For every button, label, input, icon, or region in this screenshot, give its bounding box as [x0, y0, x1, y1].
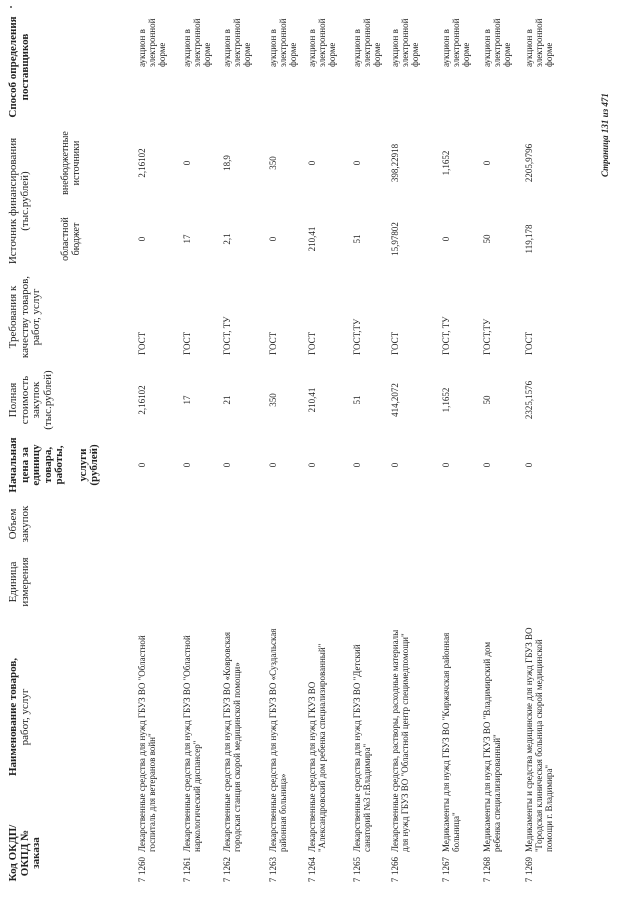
cell-method: аукцион в электронной форме — [307, 18, 337, 67]
cell-code: 7 — [390, 877, 400, 883]
cell-reg: 0 — [137, 236, 147, 242]
cell-price: 0 — [182, 462, 192, 468]
cell-method: аукцион в электронной форме — [524, 18, 554, 67]
cell-req: ГОСТ — [182, 331, 192, 355]
cell-method: аукцион в электронной форме — [182, 18, 212, 67]
cell-req: ГОСТ, ТУ — [441, 316, 451, 355]
cell-num: 1268 — [482, 857, 492, 875]
cell-name: Лекарственные средства для нужд ГБУЗ ВО "Областной наркологический диспансер" — [182, 635, 202, 852]
cell-reg: 17 — [182, 234, 192, 244]
header-funding-regional: областной бюджет — [60, 217, 82, 261]
cell-reg: 210,41 — [307, 226, 317, 252]
cell-price: 0 — [441, 462, 451, 468]
cell-price: 0 — [222, 462, 232, 468]
cell-code: 7 — [137, 877, 147, 883]
cell-method: аукцион в электронной форме — [441, 18, 471, 67]
cell-reg: 0 — [441, 236, 451, 242]
cell-ext: 0 — [182, 160, 192, 166]
header-method: Способ определения поставщиков — [7, 16, 31, 118]
cell-name: Лекарственные средства для нужд ГБУЗ ВО «Суздальская районная больница» — [268, 628, 288, 852]
cell-price: 0 — [390, 462, 400, 468]
cell-total: 1,1652 — [441, 387, 451, 413]
cell-num: 1264 — [307, 857, 317, 875]
cell-req: ГОСТ,ТУ — [482, 318, 492, 355]
cell-name: Лекарственные средства для нужд ГБУЗ ВО "Областной госпиталь для ветеранов войн" — [137, 635, 157, 852]
cell-num: 1262 — [222, 857, 232, 875]
cell-name: Лекарственные средства для нужд ГБУЗ ВО "Детский санаторий №3 г.Владимира" — [352, 644, 372, 852]
cell-total: 2325,1576 — [524, 380, 534, 420]
header-funding-extrabudgetary: внебюджетные источники — [60, 131, 82, 195]
cell-code: 7 — [268, 877, 278, 883]
page-counter: Страница 131 из 471 — [600, 93, 610, 177]
cell-num: 1266 — [390, 857, 400, 875]
cell-req: ГОСТ — [307, 331, 317, 355]
cell-name: Лекарственные средства, растворы, расходные материалы для нужд ГБУЗ ВО "Областной центр специмедпомощи" — [390, 629, 410, 852]
cell-name: Медикаменты для нужд ГБУЗ ВО "Киржачская районная больница" — [441, 632, 461, 852]
cell-ext: 0 — [352, 160, 362, 166]
cell-name: Медикаменты для нужд ГКУЗ ВО "Владимирский дом ребенка специализированный" — [482, 641, 502, 852]
cell-ext: 1,1652 — [441, 150, 451, 176]
cell-req: ГОСТ, ТУ — [222, 316, 232, 355]
cell-name: Лекарственные средства для нужд ГБУЗ ВО «Ковровская городская станция скорой медицинской помощи» — [222, 632, 242, 852]
cell-reg: 50 — [482, 234, 492, 244]
cell-total: 2,16102 — [137, 385, 147, 415]
cell-price: 0 — [307, 462, 317, 468]
cell-ext: 350 — [268, 156, 278, 170]
cell-total: 51 — [352, 395, 362, 405]
header-requirements: Требования к качеству товаров, работ, услуг — [7, 275, 42, 359]
cell-req: ГОСТ — [137, 331, 147, 355]
cell-ext: 398,22918 — [390, 143, 400, 183]
cell-price: 0 — [482, 462, 492, 468]
cell-ext: 18,9 — [222, 155, 232, 171]
cell-ext: 2,16102 — [137, 148, 147, 178]
header-unit: Единица измерения — [7, 557, 31, 607]
cell-code: 7 — [182, 877, 192, 883]
header-code: Код ОКДП/ ОКПД № заказа — [7, 824, 42, 882]
cell-ext: 0 — [482, 160, 492, 166]
cell-num: 1261 — [182, 857, 192, 875]
cell-method: аукцион в электронной форме — [482, 18, 512, 67]
cell-reg: 15,97802 — [390, 222, 400, 256]
cell-price: 0 — [137, 462, 147, 468]
cell-num: 1267 — [441, 857, 451, 875]
cell-total: 21 — [222, 395, 232, 405]
cell-name: Медикаменты и средства медицинские для нужд ГБУЗ ВО "Городская клиническая больница скорой медицинской помощи г. Владимира" — [524, 627, 554, 852]
cell-num: 1265 — [352, 857, 362, 875]
cell-price: 0 — [352, 462, 362, 468]
cell-req: ГОСТ — [524, 331, 534, 355]
cell-ext: 2205,9796 — [524, 143, 534, 183]
cell-total: 414,2072 — [390, 383, 400, 417]
cell-code: 7 — [524, 877, 534, 883]
cell-method: аукцион в электронной форме — [390, 18, 420, 67]
cell-code: 7 — [482, 877, 492, 883]
header-funding: Источник финансирования (тыс.рублей) — [7, 137, 31, 265]
cell-num: 1260 — [137, 857, 147, 875]
cell-code: 7 — [352, 877, 362, 883]
cell-price: 0 — [524, 462, 534, 468]
cell-num: 1269 — [524, 857, 534, 875]
cell-method: аукцион в электронной форме — [268, 18, 298, 67]
header-name: Наименование товаров, работ, услуг — [7, 657, 31, 777]
cell-method: аукцион в электронной форме — [352, 18, 382, 67]
cell-code: 7 — [307, 877, 317, 883]
header-volume: Объем закупок — [7, 505, 31, 543]
header-total: Полная стоимость закупок (тыс.рублей) — [7, 370, 54, 430]
cell-reg: 2,1 — [222, 233, 232, 245]
cell-method: аукцион в электронной форме — [222, 18, 252, 67]
cell-price: 0 — [268, 462, 278, 468]
cell-total: 350 — [268, 393, 278, 407]
cell-total: 210,41 — [307, 387, 317, 413]
cell-method: аукцион в электронной форме — [137, 18, 167, 67]
cell-req: ГОСТ — [390, 331, 400, 355]
cell-name: Лекарственные средства для нужд ГКУЗ ВО "Александровский дом ребенка специализированный" — [307, 643, 327, 852]
cell-reg: 119,178 — [524, 224, 534, 254]
cell-reg: 0 — [268, 236, 278, 242]
cell-req: ГОСТ — [268, 331, 278, 355]
cell-req: ГОСТ,ТУ — [352, 318, 362, 355]
header-price: Начальная цена за единицу товара, работы, услуги (рублей) — [7, 437, 100, 493]
cell-num: 1263 — [268, 857, 278, 875]
cell-ext: 0 — [307, 160, 317, 166]
cell-total: 50 — [482, 395, 492, 405]
cell-reg: 51 — [352, 234, 362, 244]
cell-total: 17 — [182, 395, 192, 405]
cell-code: 7 — [222, 877, 232, 883]
cell-code: 7 — [441, 877, 451, 883]
